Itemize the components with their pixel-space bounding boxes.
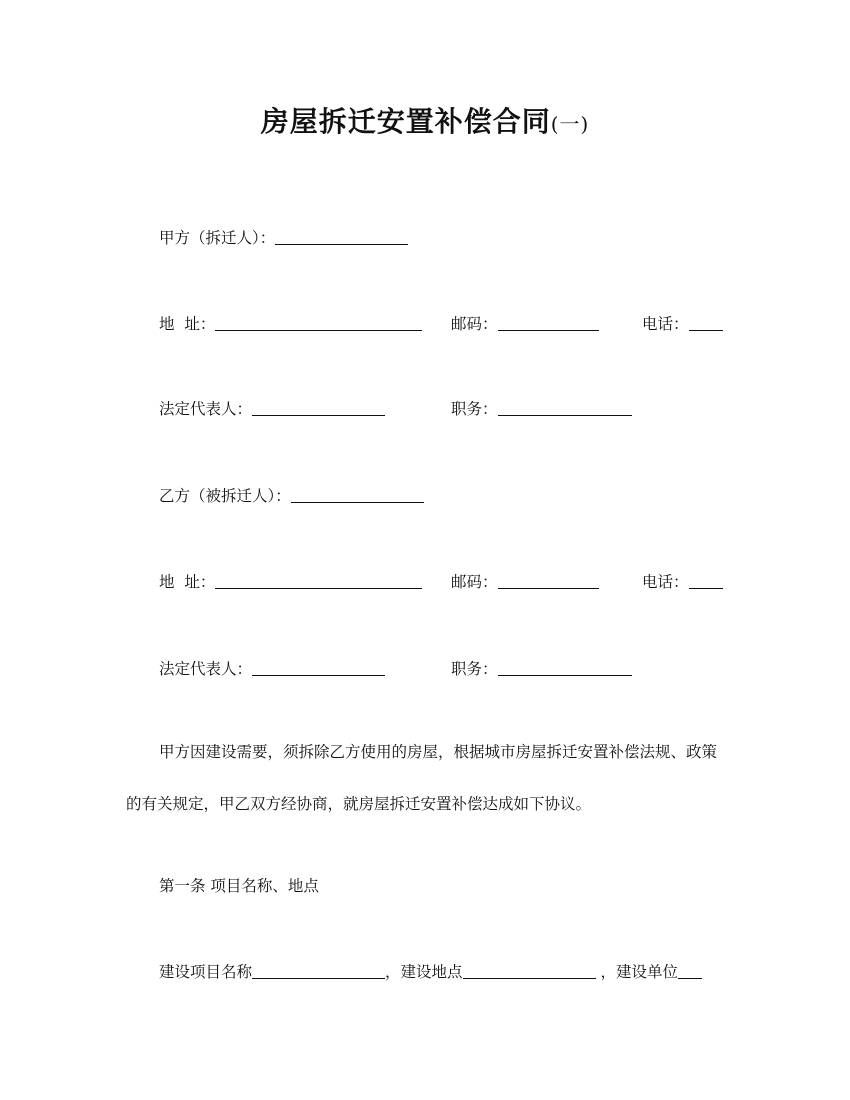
party-b-phone-line (642, 570, 723, 592)
party-b-postcode-label: 邮码： (451, 573, 498, 591)
party-b-rep-label: 法定代表人： (159, 660, 253, 678)
party-b-rep-field[interactable] (252, 661, 385, 676)
party-b-line (159, 484, 424, 506)
article-1-heading: 第一条 项目名称、地点 (159, 877, 319, 895)
party-a-rep-line (159, 397, 385, 419)
title-text: 房屋拆迁安置补偿合同 (260, 105, 551, 138)
project-site-label: ，建设地点 (385, 963, 463, 981)
party-a-line (159, 226, 408, 248)
party-b-phone-field[interactable] (689, 574, 723, 589)
party-a-label: 甲方（拆迁人）： (159, 229, 276, 247)
party-a-phone-line (642, 312, 723, 334)
party-a-postcode-line (451, 312, 599, 334)
project-site-field[interactable] (463, 964, 596, 979)
party-a-address-label-line (159, 312, 422, 334)
project-unit-field[interactable] (678, 964, 702, 979)
article-1-fields-line (159, 960, 702, 982)
party-b-postcode-line (451, 570, 599, 592)
project-unit-label: ，建设单位 (600, 963, 678, 981)
party-b-label: 乙方（被拆迁人）： (159, 487, 291, 505)
party-a-position-label: 职务： (451, 400, 498, 418)
party-b-name-field[interactable] (291, 488, 424, 503)
party-a-address-label: 地 址： (159, 315, 216, 333)
party-a-postcode-field[interactable] (498, 316, 599, 331)
party-a-position-line (451, 397, 632, 419)
title-suffix: (一) (550, 112, 590, 136)
party-a-phone-field[interactable] (689, 316, 723, 331)
party-a-rep-label: 法定代表人： (159, 400, 253, 418)
party-b-address-label: 地 址： (159, 573, 216, 591)
preamble-paragraph (126, 726, 726, 830)
party-a-postcode-label: 邮码： (451, 315, 498, 333)
party-a-name-field[interactable] (275, 230, 408, 245)
party-b-address-label-line (159, 570, 422, 592)
party-b-address-field[interactable] (215, 574, 422, 589)
party-b-position-label: 职务： (451, 660, 498, 678)
party-b-rep-line (159, 657, 385, 679)
project-name-field[interactable] (252, 964, 385, 979)
preamble-text: 甲方因建设需要，须拆除乙方使用的房屋，根据城市房屋拆迁安置补偿法规、政策的有关规定，甲乙双方经协商，就房屋拆迁安置补偿达成如下协议。 (126, 743, 718, 813)
party-b-position-field[interactable] (498, 661, 632, 676)
party-a-position-field[interactable] (498, 401, 632, 416)
document-title (0, 100, 850, 140)
party-b-position-line (451, 657, 632, 679)
party-b-postcode-field[interactable] (498, 574, 599, 589)
project-name-label: 建设项目名称 (159, 963, 253, 981)
party-a-phone-label: 电话： (642, 315, 689, 333)
party-a-rep-field[interactable] (252, 401, 385, 416)
party-a-address-field[interactable] (215, 316, 422, 331)
party-b-phone-label: 电话： (642, 573, 689, 591)
